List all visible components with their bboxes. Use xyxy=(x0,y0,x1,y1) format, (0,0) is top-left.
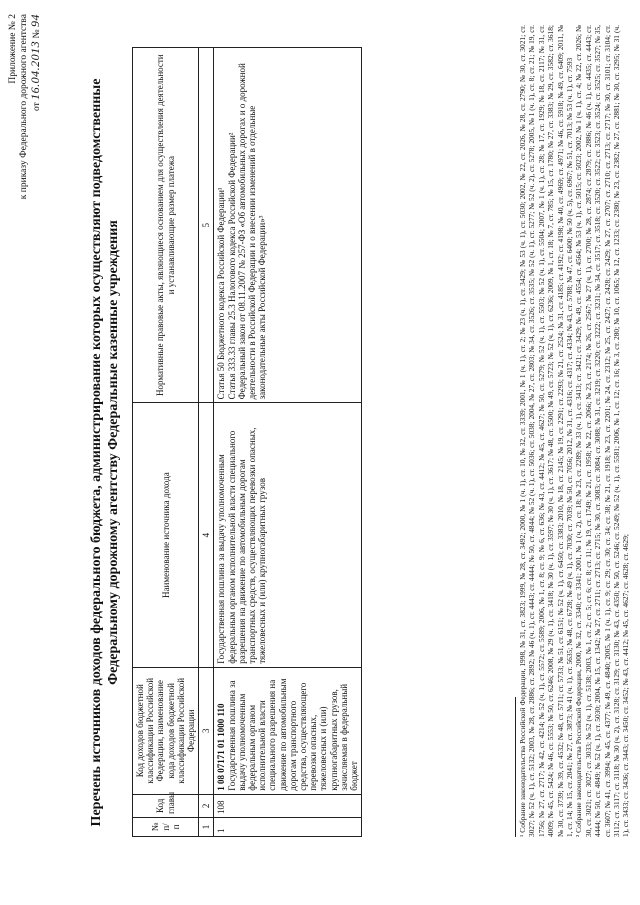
row-number: 1 xyxy=(214,817,362,836)
appendix-header xyxy=(8,14,43,264)
row-chapter: 108 xyxy=(214,794,362,817)
footnote-separator xyxy=(515,697,516,837)
header-chapter-code: Код главы xyxy=(133,794,199,817)
header-legal-acts: Нормативные правовые акты, являющиеся основанием для осуществления деятельности и устанавливающие размер платежа xyxy=(133,48,199,403)
row-source-name: Государственная пошлина за выдачу уполномоченным федеральным органом исполнительной власти специального разрешения на движение по автомобильным дорогам транспортных средств, осуществляющих перевозки опасных, тяжеловесных и (или) крупногабаритных грузов xyxy=(214,403,362,667)
footnote-2: ² Собрание законодательства Российской Федерации, 2000, № 32, ст. 3340; ст. 3341; 2001, № 1 (ч. 2), ст. 18; № 23, ст. 2289; № 33 (ч. 1), ст. 3413; ст. 3421; ст. 3429; № 49, ст. 4554; ст. 4564; № 53 (ч. 1), ст. 5015; ст. 5023; 2002, № 1 (ч. 1), ст. 4; № 22, ст. 2026; № 30, ст. 3021; ст. 3027; ст. 3033; № 52 (ч. 1), ст. 5138; 2003, № 1, ст. 2; ст. 5; ст. 6; ст. 8; ст. 11; № 19, ст. 1749; № 21, ст. 1958; № 22, ст. 2066; № 23, ст. 2174; № 26, ст. 2567; № 27 (ч. 1), ст. 2700; № 28, ст. 2874; ст. 2879; ст. 2886; № 46 (ч. 1), ст. 4435; ст. 4443; ст. 4444; № 50, ст. 4849; № 52 (ч. 1), ст. 5030; 2004, № 15, ст. 1342; № 27, ст. 2711; ст. 2713; ст. 2715; № 30, ст. 3083; ст. 3084; ст. 3088; № 31, ст. 3219; ст. 3220; ст. 3222; ст. 3231; № 34, ст. 3517; ст. 3518; ст. 3520; ст. 3522; ст. 3523; ст. 3524; ст. 3525; ст. 3527; № 35, ст. 3607; № 41, ст. 3994; № 45, ст. 4377; № 49, ст. 4840; 2005, № 1 (ч. 1), ст. 9; ст. 29; ст. 30; ст. 34; ст. 38; № 21, ст. 1918; № 23, ст. 2201; № 24, ст. 2312; № 25, ст. 2427; ст. 2428; ст. 2429; № 27, ст. 2707; ст. 2710; ст. 2713; ст. 2717; № 30, ст. 3101; ст. 3104; ст. 3112; ст. 3117; ст. 3118; № 30 (ч. 2), ст. 3128; ст. 3129; ст. 3130; № 43, ст. 4350; № 50, ст. 5246; ст. 5249; № 52 (ч. 1), ст. 5581; 2006, № 1, ст. 12; ст. 16; № 3, ст. 280; № 10, ст. 1065; № 12, ст. 1233; ст. 2380; № 23, ст. 2382; № 27, ст. 2881; № 30, ст. 3295; № 31 (ч. 1), ст. 3433; ст. 3436; ст. 3443; ст. 3450; ст. 3452; № 43, ст. 4412; № 45, ст. 4627; ст. 4628; ст. 4629; xyxy=(574,25,631,837)
document-title: Перечень источников доходов федерального бюджета, администрирование которых осуществляют подведомственные Федеральному дорожному агентству Федеральные казенные учреждения xyxy=(89,78,121,827)
table-header-row xyxy=(133,48,199,837)
row-income-code-cell xyxy=(214,667,362,794)
footnote-1: ¹ Собрание законодательства Российской Федерации, 1998, № 31, ст. 3823; 1999, № 28, ст. 3492; 2000, № 1 (ч. 1), ст. 10, № 32, ст. 3339; 2001, № 1 (ч. 1), ст. 2; № 23 (ч. 1), ст. 3429; № 53 (ч. 1), ст. 5030; 2002, № 22, ст. 2026, № 28, ст. 2790; № 30, ст. 3021; ст. 3027; № 52 (ч. 1), ст. 5132; 2003, № 28, ст. 2886; ст. 2892; № 46 (ч. 1), ст. 4443; ст. 4444; № 50, ст. 4844; № 52 (ч. 1), ст. 5036; ст. 5038; 2004, № 27, ст. 2803; № 34, ст. 3526; ст. 3535; № 52 (ч. 1), ст. 5277; № 52 (ч. 2), ст. 5278; 2005, № 1 (ч. 1), ст. 8; ст. 21; № 19, ст. 1756; № 27, ст. 2717; № 42, ст. 4214; № 52 (ч. 1), ст. 5572; ст. 5589; 2006, № 1, ст. 8; ст. 9; № 6, ст. 636; № 43, ст. 4412; № 45, ст. 4627; № 50, ст. 5279; № 52 (ч. 1), ст. 5503; № 52 (ч. 1), ст. 5504; 2007, № 1 (ч. 1), ст. 28; № 17, ст. 1929; № 18, ст. 2117; № 31, ст. 4009; № 45, ст. 5424; № 46, ст. 5553; № 50, ст. 6246; 2008, № 29 (ч. 1), ст. 3418; № 30 (ч. 1), ст. 3597; № 30 (ч. 1), ст. 3617; № 48, ст. 5500; № 49, ст. 5723; № 52 (ч. 1), ст. 6236; 2009, № 1, ст. 18; № 7, ст. 785; № 15, ст. 1780; № 27, ст. 3383; № 29, ст. 3582; ст. 3618; № 30, ст. 3739; № 39, ст. 4532; № 48, ст. 5711; ст. 5733; № 51, ст. 6151; № 52 (ч. 1), ст. 6450; ст. 3383; 2010, № 18, ст. 2145; № 19, ст. 2291; ст. 2293; № 21, ст. 2524; № 31, ст. 4185; ст. 4192; ст. 4198; № 40, ст. 4969; ст. 4971; № 46, ст. 5918; № 49, ст. 6409; 2011, № 1, ст. 14; № 15, ст. 2041; № 27, ст. 3873; № 41 (ч. 1), ст. 5635; № 48, ст. 6728; № 49 (ч. 1), ст. 7030; ст. 7039; № 50, ст. 7056; 2012, № 31, ст. 4316; ст. 4317; ст. 4334; № 43, ст. 5788; № 47, ст. 6400; № 50 (ч. 5), ст. 6967; № 51, ст. 7013; № 53 (ч. 1), ст. 7593 xyxy=(518,25,575,837)
appendix-order-ref: к приказу Федерального дорожного агентства xyxy=(19,14,29,200)
header-source-name: Наименование источника дохода xyxy=(133,403,199,667)
appendix-date-line: от 16.04.2013 № 94 xyxy=(28,14,42,111)
header-number: № п/п xyxy=(133,817,199,836)
legal-act: Статья 50 Бюджетного кодекса Российской Федерации¹ xyxy=(216,187,227,400)
footnotes xyxy=(518,25,631,837)
appendix-label: Приложение № 2 xyxy=(8,14,18,84)
row-legal-acts xyxy=(214,48,362,403)
income-sources-table xyxy=(132,47,362,837)
income-code-description: Государственная пошлина за выдачу уполномоченным федеральным органом исполнительной власти специального разрешения на движение по автомобильным дорогам транспортного средства, осуществляющего перевозки опасных, тяжеловесных и (или) крупногабаритных грузов, зачисляемая в федеральный бюджет xyxy=(226,678,360,791)
column-number-row: 1 2 3 4 5 xyxy=(199,48,214,837)
table-row xyxy=(214,48,362,837)
handwritten-date: 16.04.2013 xyxy=(28,40,42,100)
handwritten-number: 94 xyxy=(28,14,42,27)
header-income-code: Код доходов бюджетной классификации Российской Федерации, наименование кода доходов бюджетной классификации Российской Федерации xyxy=(133,667,199,794)
legal-act: Федеральный закон от 08.11.2007 № 257-ФЗ «Об автомобильных дорогах и о дорожной деятельности в Российской Федерации и о внесении изменений в отдельные законодательные акты Российской Федерации»³ xyxy=(236,63,268,400)
income-code: 1 08 07171 01 1000 110 xyxy=(216,703,227,791)
legal-act: Статья 333.33 главы 25.3 Налогового кодекса Российской Федерации² xyxy=(226,132,237,400)
